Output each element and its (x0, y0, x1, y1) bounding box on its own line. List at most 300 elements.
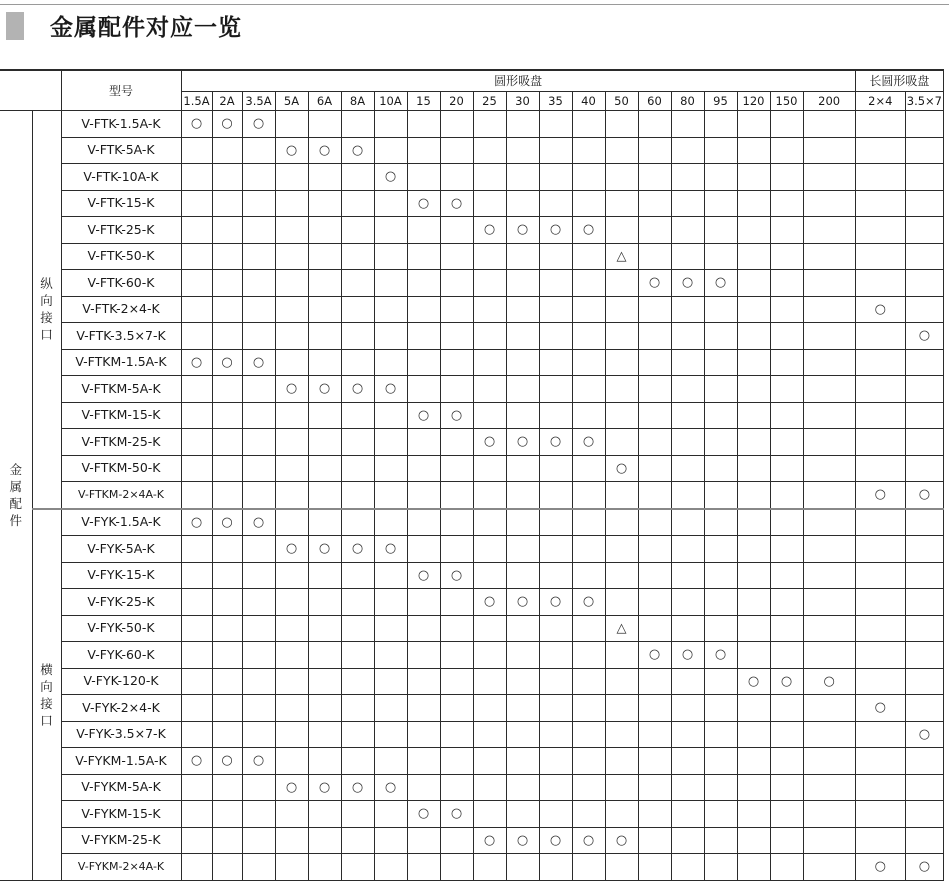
compat-cell (855, 111, 905, 138)
compat-cell (638, 137, 671, 164)
compat-cell (181, 827, 212, 854)
compat-cell (605, 509, 638, 536)
compat-cell (855, 615, 905, 642)
compat-cell (671, 695, 704, 722)
compat-cell (605, 589, 638, 616)
compat-cell (341, 482, 374, 509)
compat-cell (374, 270, 407, 297)
compat-cell (242, 615, 275, 642)
compat-cell (506, 190, 539, 217)
compat-cell (572, 111, 605, 138)
compat-cell (855, 774, 905, 801)
compat-cell (181, 721, 212, 748)
compat-cell (770, 642, 803, 669)
compat-cell (671, 562, 704, 589)
compat-cell (308, 402, 341, 429)
compat-cell (181, 615, 212, 642)
compat-mark: ○ (615, 832, 628, 848)
compat-cell (473, 615, 506, 642)
compat-cell (242, 376, 275, 403)
compat-mark: ○ (252, 753, 265, 769)
compat-cell (242, 164, 275, 191)
compat-cell (275, 402, 308, 429)
compat-cell (539, 429, 572, 456)
compat-cell (212, 217, 242, 244)
compat-cell (737, 748, 770, 775)
compat-cell (855, 217, 905, 244)
compat-cell (242, 429, 275, 456)
compat-cell (572, 402, 605, 429)
compat-cell (407, 455, 440, 482)
compat-cell (473, 801, 506, 828)
compat-cell (242, 190, 275, 217)
compat-cell (506, 164, 539, 191)
compat-cell (242, 854, 275, 881)
compat-cell (341, 243, 374, 270)
compat-cell (181, 509, 212, 536)
compat-cell (506, 402, 539, 429)
compat-cell (181, 270, 212, 297)
compat-cell (737, 111, 770, 138)
compat-cell (572, 323, 605, 350)
compat-cell (605, 243, 638, 270)
compat-cell (341, 562, 374, 589)
compat-cell (374, 323, 407, 350)
compat-cell (671, 642, 704, 669)
model-cell: V-FYK-120-K (61, 668, 181, 695)
compat-cell (803, 429, 855, 456)
compat-cell (770, 296, 803, 323)
compat-cell (506, 748, 539, 775)
compat-cell (605, 190, 638, 217)
compat-cell (638, 323, 671, 350)
compat-cell (855, 589, 905, 616)
compat-mark: ○ (483, 434, 496, 450)
compat-cell (473, 854, 506, 881)
compat-cell (181, 801, 212, 828)
compat-cell (308, 296, 341, 323)
model-cell: V-FTK-50-K (61, 243, 181, 270)
compat-cell (341, 217, 374, 244)
compat-cell (374, 482, 407, 509)
compat-cell (770, 376, 803, 403)
table-row (0, 323, 944, 350)
compat-cell (638, 190, 671, 217)
compat-mark: ○ (714, 275, 727, 291)
table-row (0, 111, 944, 138)
compat-cell (212, 854, 242, 881)
compat-cell (605, 429, 638, 456)
compat-cell (341, 323, 374, 350)
compat-mark: ○ (252, 514, 265, 530)
compat-cell (905, 455, 943, 482)
compat-cell (181, 562, 212, 589)
compat-cell (905, 801, 943, 828)
compat-cell (572, 349, 605, 376)
compat-cell (539, 482, 572, 509)
compat-cell (242, 695, 275, 722)
compat-cell (737, 695, 770, 722)
compat-cell (671, 376, 704, 403)
compat-cell (770, 323, 803, 350)
table-row (0, 562, 944, 589)
compat-cell (737, 774, 770, 801)
compat-cell (212, 562, 242, 589)
compat-mark: ○ (221, 514, 233, 530)
compat-cell (308, 562, 341, 589)
compat-cell (704, 217, 737, 244)
compat-cell (374, 217, 407, 244)
model-cell: V-FYK-50-K (61, 615, 181, 642)
compat-cell (374, 509, 407, 536)
compat-cell (905, 270, 943, 297)
subcategory-char: 横 (40, 661, 53, 677)
compat-cell (572, 536, 605, 563)
compat-cell (242, 536, 275, 563)
model-cell: V-FYK-25-K (61, 589, 181, 616)
compat-mark: ○ (918, 487, 931, 503)
compat-cell (572, 695, 605, 722)
compat-cell (181, 668, 212, 695)
compat-cell (539, 695, 572, 722)
compat-cell (572, 137, 605, 164)
compat-cell (803, 801, 855, 828)
compat-cell (905, 642, 943, 669)
compat-cell (308, 217, 341, 244)
compat-cell (308, 137, 341, 164)
compat-cell (905, 509, 943, 536)
compat-cell (770, 536, 803, 563)
compat-cell (374, 801, 407, 828)
compat-cell (905, 323, 943, 350)
compat-cell (704, 111, 737, 138)
compat-cell (737, 137, 770, 164)
compat-cell (572, 164, 605, 191)
compat-cell (770, 455, 803, 482)
compat-cell (539, 509, 572, 536)
compat-cell (638, 748, 671, 775)
model-cell: V-FTK-25-K (61, 217, 181, 244)
compat-cell (242, 455, 275, 482)
size-header: 35 (539, 92, 572, 111)
compat-cell (473, 270, 506, 297)
compat-cell (212, 349, 242, 376)
compat-cell (671, 217, 704, 244)
compat-cell (506, 243, 539, 270)
table-row (0, 721, 944, 748)
compat-mark: ○ (582, 222, 595, 238)
compat-cell (181, 429, 212, 456)
compat-cell (638, 270, 671, 297)
compat-cell (737, 615, 770, 642)
compat-cell (275, 429, 308, 456)
compat-cell (473, 482, 506, 509)
compat-cell (374, 854, 407, 881)
compat-cell (770, 137, 803, 164)
compat-mark: ○ (918, 726, 931, 742)
compat-mark: ○ (351, 381, 364, 397)
size-header: 3.5×7 (905, 92, 943, 111)
compat-cell (855, 562, 905, 589)
compat-cell (605, 615, 638, 642)
compat-cell (212, 721, 242, 748)
compat-cell (440, 562, 473, 589)
compat-cell (407, 402, 440, 429)
compat-cell (341, 642, 374, 669)
compat-cell (737, 190, 770, 217)
compat-cell (440, 854, 473, 881)
compat-cell (605, 137, 638, 164)
compat-cell (803, 376, 855, 403)
compat-cell (473, 642, 506, 669)
compat-cell (407, 536, 440, 563)
table-row (0, 536, 944, 563)
compat-mark: ○ (615, 460, 628, 476)
compat-cell (737, 642, 770, 669)
title-accent-bar (6, 12, 24, 40)
compat-cell (212, 615, 242, 642)
table-row (0, 429, 944, 456)
table-row (0, 615, 944, 642)
table-row (0, 164, 944, 191)
compat-cell (803, 111, 855, 138)
compat-cell (407, 509, 440, 536)
compat-cell (181, 349, 212, 376)
size-header: 80 (671, 92, 704, 111)
model-cell: V-FYK-15-K (61, 562, 181, 589)
table-row (0, 190, 944, 217)
compat-cell (905, 668, 943, 695)
compat-cell (855, 536, 905, 563)
compat-cell (341, 455, 374, 482)
compat-cell (308, 111, 341, 138)
compat-cell (407, 827, 440, 854)
compat-cell (341, 111, 374, 138)
compat-cell (737, 482, 770, 509)
compat-cell (407, 615, 440, 642)
compat-cell (803, 349, 855, 376)
compat-cell (638, 509, 671, 536)
compat-cell (341, 695, 374, 722)
compat-cell (737, 217, 770, 244)
compat-cell (905, 748, 943, 775)
compat-cell (605, 349, 638, 376)
compat-cell (212, 190, 242, 217)
compat-mark: ○ (747, 673, 760, 689)
compat-mark: ○ (285, 779, 298, 795)
size-header: 50 (605, 92, 638, 111)
compat-cell (181, 402, 212, 429)
compat-cell (737, 429, 770, 456)
compat-mark: ○ (384, 779, 397, 795)
compat-cell (605, 801, 638, 828)
compat-cell (770, 615, 803, 642)
round-cup-group-header: 圆形吸盘 (181, 70, 855, 92)
compat-cell (539, 455, 572, 482)
compat-cell (506, 562, 539, 589)
model-cell: V-FTK-1.5A-K (61, 111, 181, 138)
compat-cell (539, 827, 572, 854)
compat-cell (242, 801, 275, 828)
compat-cell (275, 217, 308, 244)
compat-cell (308, 642, 341, 669)
compat-cell (704, 695, 737, 722)
compat-cell (275, 774, 308, 801)
category-main-char: 件 (9, 513, 22, 529)
compat-cell (770, 721, 803, 748)
compat-cell (473, 429, 506, 456)
compat-cell (308, 774, 341, 801)
compat-cell (855, 482, 905, 509)
subcategory-char: 向 (40, 678, 53, 694)
compat-cell (181, 774, 212, 801)
compat-cell (440, 349, 473, 376)
compat-cell (671, 801, 704, 828)
compat-cell (803, 323, 855, 350)
compat-cell (212, 642, 242, 669)
compat-cell (638, 296, 671, 323)
compat-cell (407, 642, 440, 669)
compat-cell (341, 190, 374, 217)
compat-cell (803, 536, 855, 563)
compat-cell (704, 296, 737, 323)
compat-cell (473, 349, 506, 376)
compat-cell (770, 562, 803, 589)
compat-cell (341, 270, 374, 297)
table-row (0, 376, 944, 403)
compat-cell (671, 349, 704, 376)
compat-cell (737, 668, 770, 695)
compat-cell (407, 111, 440, 138)
compat-cell (638, 429, 671, 456)
compat-cell (704, 243, 737, 270)
compat-cell (905, 562, 943, 589)
compat-cell (770, 801, 803, 828)
compat-cell (341, 536, 374, 563)
compat-cell (440, 270, 473, 297)
compat-cell (770, 668, 803, 695)
compat-cell (704, 668, 737, 695)
compat-cell (704, 562, 737, 589)
compat-cell (770, 482, 803, 509)
model-cell: V-FYK-3.5×7-K (61, 721, 181, 748)
table-row (0, 482, 944, 509)
compat-cell (770, 349, 803, 376)
compat-cell (275, 536, 308, 563)
compat-cell (737, 296, 770, 323)
compat-cell (803, 509, 855, 536)
compat-mark: ○ (190, 753, 203, 769)
compat-cell (539, 562, 572, 589)
compat-cell (605, 562, 638, 589)
compat-cell (539, 190, 572, 217)
compat-cell (275, 243, 308, 270)
compat-mark: ○ (516, 222, 529, 238)
compat-cell (671, 615, 704, 642)
compat-cell (605, 376, 638, 403)
compat-cell (803, 402, 855, 429)
compat-cell (905, 217, 943, 244)
compat-cell (212, 774, 242, 801)
compat-cell (506, 296, 539, 323)
compat-cell (671, 429, 704, 456)
compat-cell (905, 482, 943, 509)
compat-cell (770, 402, 803, 429)
compat-cell (605, 642, 638, 669)
compat-mark: ○ (874, 700, 886, 716)
compat-cell (242, 323, 275, 350)
compat-cell (212, 402, 242, 429)
subcategory-char: 接 (40, 695, 53, 711)
compat-cell (605, 323, 638, 350)
compat-mark: ○ (714, 647, 727, 663)
compat-cell (212, 323, 242, 350)
compat-cell (638, 721, 671, 748)
compat-cell (473, 509, 506, 536)
model-cell: V-FYKM-2×4A-K (61, 854, 181, 881)
compat-cell (539, 296, 572, 323)
compat-mark: ○ (549, 594, 562, 610)
compat-cell (374, 429, 407, 456)
compat-mark: ○ (417, 407, 430, 423)
compat-cell (374, 402, 407, 429)
compat-cell (275, 668, 308, 695)
compat-cell (242, 774, 275, 801)
compat-cell (671, 111, 704, 138)
compat-cell (770, 774, 803, 801)
compat-cell (506, 589, 539, 616)
compat-cell (212, 748, 242, 775)
table-row (0, 642, 944, 669)
compat-cell (737, 243, 770, 270)
subcategory-char: 向 (40, 293, 53, 309)
compat-cell (803, 455, 855, 482)
compat-cell (638, 642, 671, 669)
compat-cell (572, 642, 605, 669)
compat-cell (212, 536, 242, 563)
compat-cell (473, 296, 506, 323)
header-blank (0, 70, 61, 111)
compat-cell (440, 482, 473, 509)
compat-cell (181, 536, 212, 563)
compat-cell (539, 589, 572, 616)
compat-cell (855, 721, 905, 748)
compat-cell (440, 243, 473, 270)
size-header: 40 (572, 92, 605, 111)
table-row (0, 589, 944, 616)
compat-cell (440, 642, 473, 669)
compat-mark: ○ (417, 567, 430, 583)
compat-cell (242, 349, 275, 376)
compat-cell (855, 854, 905, 881)
compat-cell (308, 695, 341, 722)
compat-cell (473, 190, 506, 217)
compat-mark: △ (616, 620, 627, 636)
compat-cell (905, 854, 943, 881)
compat-cell (275, 137, 308, 164)
size-header: 2A (212, 92, 242, 111)
compat-mark: ○ (417, 195, 430, 211)
subcategory-label (32, 111, 61, 509)
compat-cell (803, 748, 855, 775)
size-header: 8A (341, 92, 374, 111)
compat-cell (275, 801, 308, 828)
compat-cell (539, 111, 572, 138)
compat-cell (407, 668, 440, 695)
compat-cell (308, 323, 341, 350)
compat-mark: ○ (823, 673, 835, 689)
table-row (0, 402, 944, 429)
